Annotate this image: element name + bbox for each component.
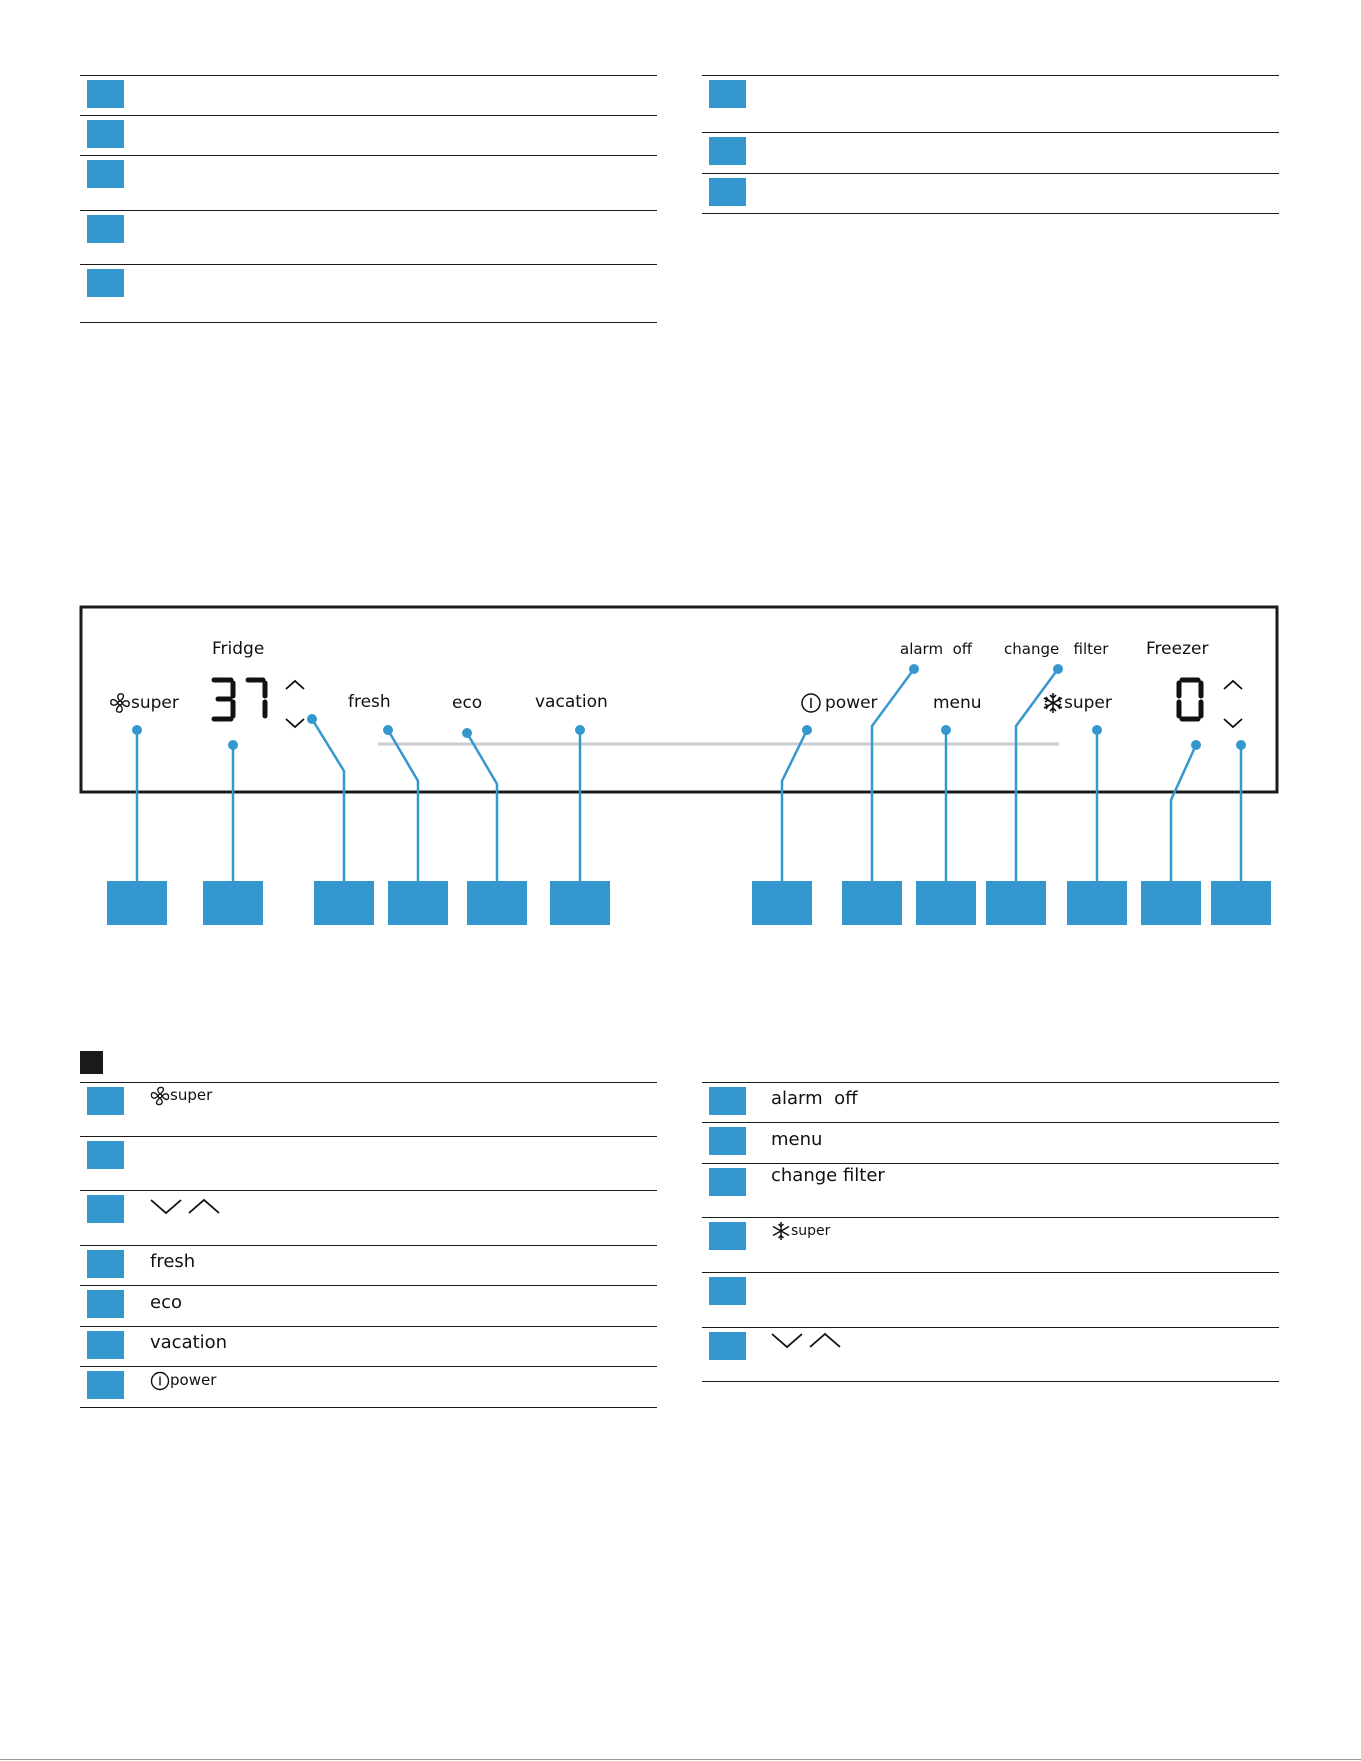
legend-right-item-6 — [771, 1329, 843, 1351]
snowflake-icon — [771, 1221, 791, 1241]
callout-dot — [228, 740, 238, 750]
vacation-label: vacation — [535, 692, 608, 712]
callout-dot — [1236, 740, 1246, 750]
freezer-temp-display — [1179, 680, 1201, 719]
callout-box — [550, 881, 610, 925]
fridge-temp-display — [214, 680, 265, 719]
fridge-label: Fridge — [212, 639, 265, 659]
callout-dot — [941, 725, 951, 735]
callout-box — [1141, 881, 1201, 925]
fan-icon — [111, 694, 129, 712]
callout-line — [388, 730, 418, 881]
snowflake-icon — [1044, 693, 1062, 713]
table-rule — [80, 1136, 657, 1137]
freezer-down-chevron-icon — [1224, 719, 1242, 727]
row-marker — [87, 1195, 124, 1223]
legend-left-item-5: eco — [150, 1292, 182, 1313]
menu-label: menu — [933, 693, 982, 713]
table-rule — [80, 1190, 657, 1191]
row-marker — [709, 1222, 746, 1250]
table-rule — [80, 1285, 657, 1286]
table-rule — [80, 1245, 657, 1246]
callout-line — [782, 730, 807, 881]
table-rule — [702, 1122, 1279, 1123]
callout-boxes — [107, 881, 1271, 925]
legend-right-item-4 — [771, 1221, 830, 1241]
row-marker — [87, 1290, 124, 1318]
row-marker — [709, 1168, 746, 1196]
callout-dot — [909, 664, 919, 674]
table-rule — [702, 1163, 1279, 1164]
callout-dot — [575, 725, 585, 735]
legend-left-item-7 — [150, 1370, 216, 1391]
table-rule — [702, 1381, 1279, 1382]
row-marker — [87, 1141, 124, 1169]
legend-left-item-1 — [150, 1085, 212, 1106]
freezer-super-label: super — [1064, 693, 1112, 713]
callout-box — [107, 881, 167, 925]
fan-icon — [150, 1086, 170, 1106]
callout-box — [388, 881, 448, 925]
freezer-up-chevron-icon — [1224, 681, 1242, 689]
table-rule — [80, 1366, 657, 1367]
legend-left-item-4: fresh — [150, 1251, 196, 1272]
table-rule — [80, 1407, 657, 1408]
row-marker — [87, 1331, 124, 1359]
callout-box — [467, 881, 527, 925]
section-marker — [80, 1051, 103, 1074]
legend-right-item-1: alarm off — [771, 1088, 858, 1109]
fridge-down-chevron-icon — [286, 719, 304, 727]
chevron-pair-icon — [771, 1329, 843, 1351]
power-icon — [150, 1371, 170, 1391]
callout-box — [314, 881, 374, 925]
legend-text: power — [170, 1371, 217, 1389]
callout-dot — [802, 725, 812, 735]
callout-dot — [132, 725, 142, 735]
callout-box — [752, 881, 812, 925]
row-marker — [87, 1250, 124, 1278]
table-rule — [80, 1082, 657, 1083]
freezer-label: Freezer — [1146, 639, 1209, 659]
fridge-super-label: super — [131, 693, 179, 713]
fresh-label: fresh — [348, 692, 391, 712]
row-marker — [87, 1371, 124, 1399]
row-marker — [709, 1277, 746, 1305]
power-icon — [802, 694, 820, 712]
legend-right-item-3: change filter — [771, 1165, 885, 1186]
table-rule — [702, 1082, 1279, 1083]
callout-line — [312, 719, 344, 881]
callout-line — [1171, 745, 1196, 881]
row-marker — [709, 1087, 746, 1115]
eco-label: eco — [452, 693, 483, 713]
callout-box — [1067, 881, 1127, 925]
legend-text: super — [791, 1223, 831, 1239]
callout-box — [1211, 881, 1271, 925]
row-marker — [87, 1087, 124, 1115]
legend-left-item-6: vacation — [150, 1332, 228, 1353]
page-bottom-rule — [0, 1759, 1361, 1760]
callout-dot — [383, 725, 393, 735]
callout-dot — [1092, 725, 1102, 735]
callout-box — [916, 881, 976, 925]
callout-line — [467, 733, 497, 881]
table-rule — [702, 1327, 1279, 1328]
callout-dot — [1191, 740, 1201, 750]
power-label: power — [825, 693, 878, 713]
callout-box — [842, 881, 902, 925]
callout-dot — [462, 728, 472, 738]
table-rule — [80, 1326, 657, 1327]
change-filter-label: change filter — [1004, 640, 1109, 658]
row-marker — [709, 1127, 746, 1155]
fridge-up-chevron-icon — [286, 681, 304, 689]
callout-dot — [307, 714, 317, 724]
callout-line — [872, 669, 914, 881]
callout-dot — [1053, 664, 1063, 674]
legend-left-item-3 — [150, 1195, 222, 1217]
callout-box — [203, 881, 263, 925]
callout-box — [986, 881, 1046, 925]
chevron-pair-icon — [150, 1195, 222, 1217]
alarm-off-label: alarm off — [900, 640, 973, 658]
table-rule — [702, 1272, 1279, 1273]
row-marker — [709, 1332, 746, 1360]
legend-right-item-2: menu — [771, 1129, 823, 1150]
legend-text: super — [170, 1086, 213, 1104]
callout-line — [1016, 669, 1058, 881]
table-rule — [702, 1217, 1279, 1218]
